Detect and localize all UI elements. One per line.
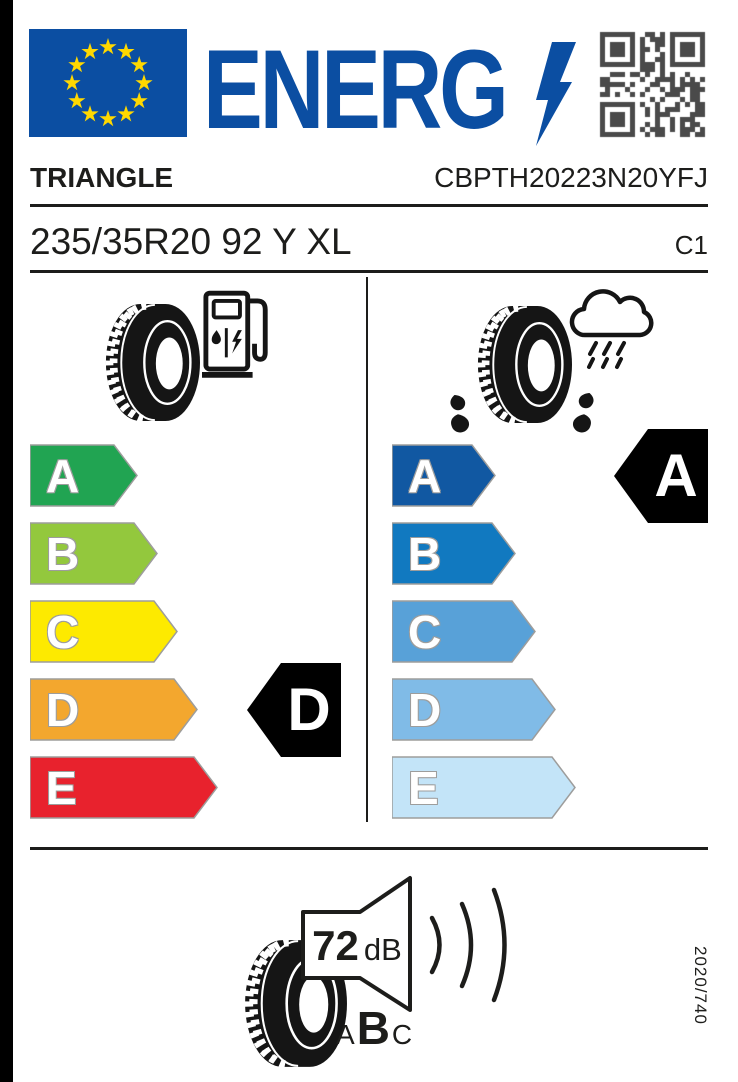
fuel-class-letter-D: D [46,684,80,736]
fuel-rating-arrow [247,663,341,757]
left-edge-border [0,0,13,1082]
divider-line-top [30,204,708,207]
brand-name: TRIANGLE [30,162,174,193]
product-code: CBPTH20223N20YFJ [434,162,708,193]
noise-class-a: A [336,1019,355,1050]
lightning-bolt-icon [533,42,579,146]
fuel-class-letter-C: C [46,606,80,658]
column-divider [366,277,368,822]
fuel-class-arrow-D [30,678,198,741]
wet-grip-class-letter-A: A [408,450,442,502]
fuel-class-arrow-B [30,522,158,585]
wet-grip-class-arrow-E [392,756,576,819]
energ-logo [203,27,581,152]
noise-class-c: C [391,1019,413,1050]
fuel-class-letter-A: A [46,450,80,502]
wet-grip-class-letter-B: B [408,528,442,580]
water-splash-icons [444,372,604,434]
fuel-pump-icon [202,288,274,380]
energ-text: ENERG [203,27,506,152]
eu-flag-icon [29,29,187,137]
noise-class-b-selected: B [356,1002,390,1054]
rain-cloud-icon [562,286,658,374]
fuel-tire-icon [104,302,200,423]
tyre-size: 235/35R20 92 Y XL [30,221,352,262]
wet-grip-rating-letter: A [654,441,698,509]
qr-code [598,30,708,140]
fuel-class-letter-B: B [46,528,80,580]
fuel-class-arrow-E [30,756,218,819]
wet-grip-class-letter-C: C [408,606,442,658]
regulation-number: 2020/740 [691,946,710,1025]
fuel-class-arrow-C [30,600,178,663]
divider-line-bottom [30,847,708,850]
sound-waves-icon [418,878,530,1012]
wet-grip-class-arrow-D [392,678,556,741]
wet-grip-rating-arrow [614,429,708,523]
wet-grip-class-arrow-B [392,522,516,585]
fuel-class-arrow-A [30,444,138,507]
noise-level [306,920,408,972]
fuel-class-letter-E: E [46,762,77,814]
noise-class-scale [336,1002,412,1061]
divider-line-middle [30,270,708,273]
wet-grip-class-arrow-C [392,600,536,663]
fuel-rating-letter: D [287,675,331,743]
wet-grip-class-letter-E: E [408,762,439,814]
vehicle-class: C1 [674,230,708,260]
noise-unit: dB [363,932,402,967]
noise-value: 72 [312,922,359,969]
wet-grip-class-arrow-A [392,444,496,507]
wet-grip-class-letter-D: D [408,684,442,736]
